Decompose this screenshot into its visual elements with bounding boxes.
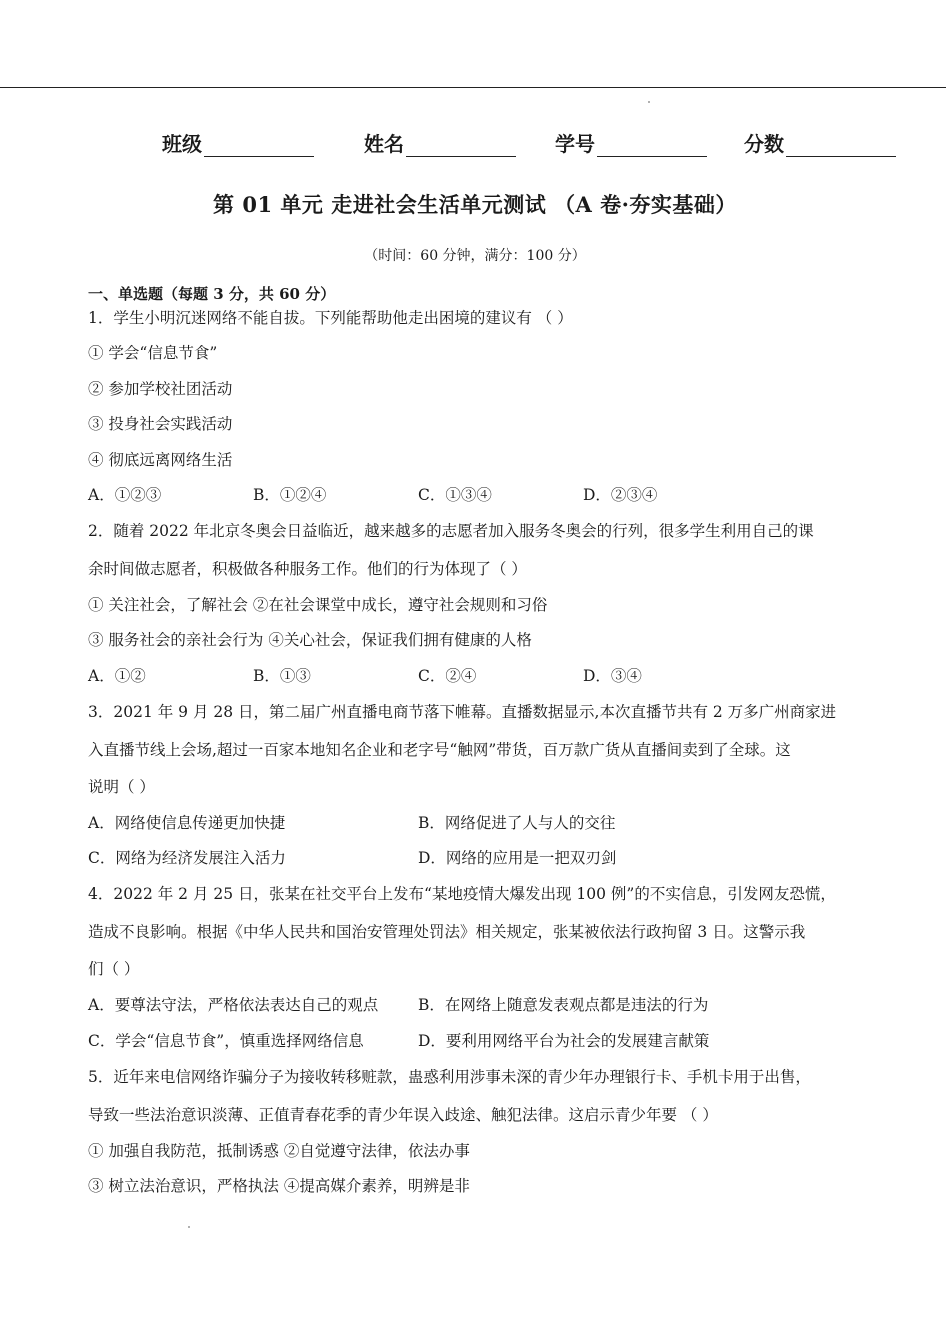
- question-4-stem: 们（ ）: [88, 960, 140, 978]
- class-blank[interactable]: [204, 136, 314, 157]
- question-2-option-c[interactable]: C．②④: [418, 667, 477, 685]
- question-1-option-c[interactable]: C．①③④: [418, 486, 492, 504]
- question-2-stem: 2．随着 2022 年北京冬奥会日益临近，越来越多的志愿者加入服务冬奥会的行列，很多学生利用自己的课: [88, 522, 814, 540]
- question-5-stem: 导致一些法治意识淡薄、正值青春花季的青少年误入歧途、触犯法律。这启示青少年要 （ ）: [88, 1106, 718, 1124]
- page-title: 第 01 单元 走进社会生活单元测试 （A 卷·夯实基础）: [213, 192, 737, 217]
- score-blank[interactable]: [786, 136, 896, 157]
- question-4-stem: 造成不良影响。根据《中华人民共和国治安管理处罚法》相关规定，张某被依法行政拘留 3 日。这警示我: [88, 923, 806, 941]
- question-2-option-a[interactable]: A．①②: [88, 667, 146, 685]
- score-field: [744, 128, 896, 157]
- page-subtitle: （时间：60 分钟，满分：100 分）: [364, 248, 586, 264]
- question-4-option-c[interactable]: C．学会“信息节食”，慎重选择网络信息: [88, 1032, 364, 1050]
- name-label: 姓名: [364, 132, 404, 156]
- class-label: 班级: [162, 132, 202, 156]
- question-4-option-d[interactable]: D．要利用网络平台为社会的发展建言献策: [418, 1032, 710, 1050]
- question-3-stem: 入直播节线上会场,超过一百家本地知名企业和老字号“触网”带货，百万款广货从直播间卖到了全球。这: [88, 741, 791, 759]
- decor-dot: [648, 101, 650, 103]
- decor-dot: [188, 1226, 190, 1228]
- question-2-item: ① 关注社会，了解社会 ②在社会课堂中成长，遵守社会规则和习俗: [88, 596, 548, 614]
- question-1-stem: 1．学生小明沉迷网络不能自拔。下列能帮助他走出困境的建议有 （ ）: [88, 309, 573, 327]
- question-2-item: ③ 服务社会的亲社会行为 ④关心社会，保证我们拥有健康的人格: [88, 631, 532, 649]
- class-field: [162, 128, 314, 157]
- question-2-option-b[interactable]: B．①③: [253, 667, 311, 685]
- question-3-option-c[interactable]: C．网络为经济发展注入活力: [88, 849, 286, 867]
- id-field: [555, 128, 707, 157]
- question-3-stem: 说明（ ）: [88, 778, 155, 796]
- question-1-item: ① 学会“信息节食”: [88, 344, 218, 362]
- question-2-option-d[interactable]: D．③④: [583, 667, 642, 685]
- student-info-row: [0, 128, 950, 158]
- question-1-item: ② 参加学校社团活动: [88, 380, 233, 398]
- question-4-option-b[interactable]: B．在网络上随意发表观点都是违法的行为: [418, 996, 709, 1014]
- id-blank[interactable]: [597, 136, 707, 157]
- top-rule: [0, 87, 946, 88]
- question-3-option-a[interactable]: A．网络使信息传递更加快捷: [88, 814, 286, 832]
- id-label: 学号: [555, 132, 595, 156]
- question-1-option-d[interactable]: D．②③④: [583, 486, 658, 504]
- question-3-stem: 3．2021 年 9 月 28 日，第二届广州直播电商节落下帷幕。直播数据显示,本次直播节共有 2 万多广州商家进: [88, 703, 837, 721]
- name-blank[interactable]: [406, 136, 516, 157]
- question-5-stem: 5．近年来电信网络诈骗分子为接收转移赃款，蛊惑利用涉事未深的青少年办理银行卡、手机卡用于出售，: [88, 1068, 811, 1086]
- score-label: 分数: [744, 132, 784, 156]
- question-4-option-a[interactable]: A．要尊法守法，严格依法表达自己的观点: [88, 996, 379, 1014]
- question-2-stem: 余时间做志愿者，积极做各种服务工作。他们的行为体现了（ ）: [88, 560, 527, 578]
- section-heading: 一、单选题（每题 3 分，共 60 分）: [88, 285, 336, 303]
- name-field: [364, 128, 516, 157]
- question-3-option-d[interactable]: D．网络的应用是一把双刃剑: [418, 849, 617, 867]
- question-1-option-a[interactable]: A．①②③: [88, 486, 162, 504]
- question-3-option-b[interactable]: B．网络促进了人与人的交往: [418, 814, 616, 832]
- question-5-item: ③ 树立法治意识，严格执法 ④提高媒介素养，明辨是非: [88, 1177, 470, 1195]
- question-1-item: ③ 投身社会实践活动: [88, 415, 233, 433]
- question-4-stem: 4．2022 年 2 月 25 日，张某在社交平台上发布“某地疫情大爆发出现 100 例”的不实信息，引发网友恐慌，: [88, 885, 836, 903]
- question-5-item: ① 加强自我防范，抵制诱惑 ②自觉遵守法律，依法办事: [88, 1142, 470, 1160]
- question-1-item: ④ 彻底远离网络生活: [88, 451, 233, 469]
- question-1-option-b[interactable]: B．①②④: [253, 486, 327, 504]
